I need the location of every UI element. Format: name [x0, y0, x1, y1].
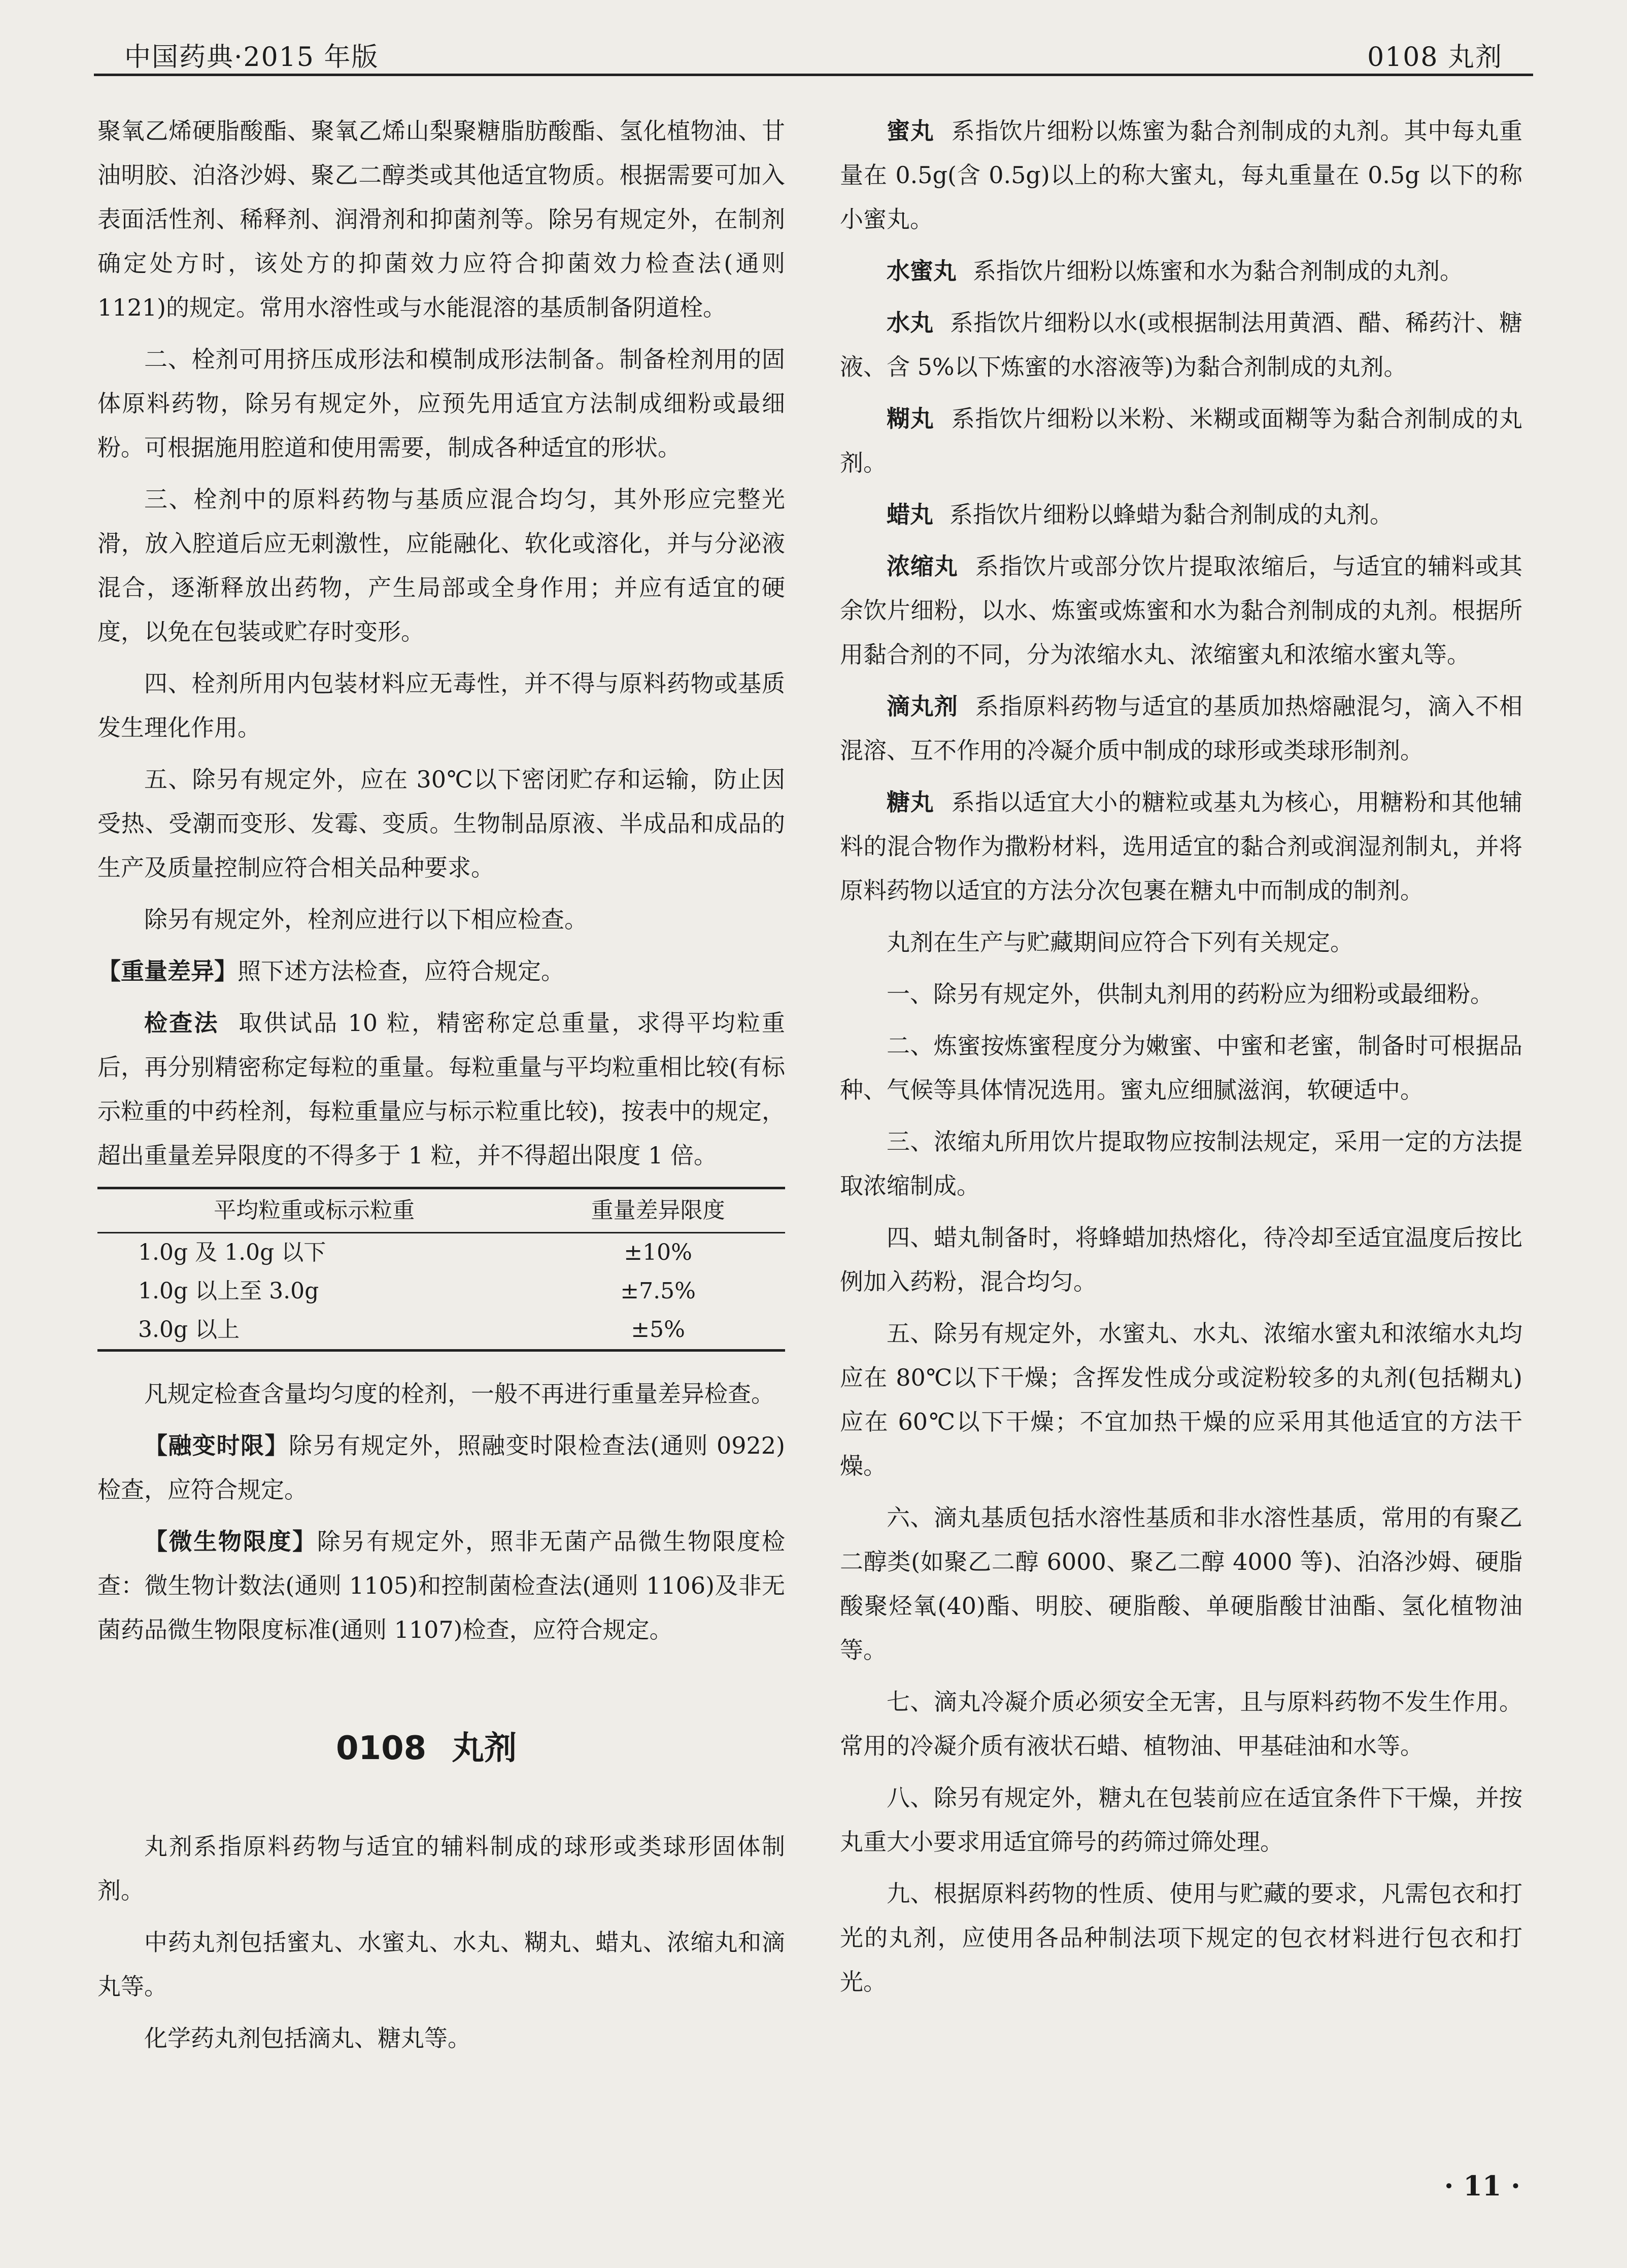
- table-cell: ±5%: [631, 1317, 685, 1343]
- book-title: 中国药典·2015 年版: [124, 42, 379, 73]
- section-header: 0108 丸剂: [1367, 42, 1503, 73]
- table-cell: 1.0g 以上至 3.0g: [138, 1278, 319, 1304]
- microbial-limit-label: 【微生物限度】: [144, 1528, 317, 1555]
- section-title: [336, 1728, 785, 1769]
- term-label: 糊丸: [887, 405, 934, 432]
- weight-variation-paragraph: 【重量差异】照下述方法检查，应符合规定。: [97, 957, 564, 985]
- paragraph: 二、栓剂可用挤压成形法和模制成形法制备。制备栓剂用的固体原料药物，除另有规定外，应预先用适宜方法制成细粉或最细粉。可根据施用腔道和使用需要，制成各种适宜的形状。: [97, 346, 785, 461]
- paragraph: 凡规定检查含量均匀度的栓剂，一般不再进行重量差异检查。: [144, 1380, 774, 1407]
- paragraph: 丸剂系指原料药物与适宜的辅料制成的球形或类球形固体制剂。: [97, 1833, 785, 1904]
- paragraph: 聚氧乙烯硬脂酸酯、聚氧乙烯山梨聚糖脂肪酸酯、氢化植物油、甘油明胶、泊洛沙姆、聚乙二醇类或其他适宜物质。根据需要可加入表面活性剂、稀释剂、润滑剂和抑菌剂等。除另有规定外，在制剂确定处方时，该处方的抑菌效力应符合抑菌效力检查法(通则 1121)的规定。常用水溶性或与水能混溶的基质制备阴道栓。: [97, 117, 785, 321]
- table-row: [97, 1233, 785, 1273]
- definition-water-pill: 水丸 系指饮片细粉以水(或根据制法用黄酒、醋、稀药汁、糖液、含 5%以下炼蜜的水溶液等)为黏合剂制成的丸剂。: [840, 309, 1523, 381]
- weight-variation-table: [97, 1187, 785, 1352]
- table-cell: ±10%: [624, 1240, 692, 1265]
- table-cell: 3.0g 以上: [138, 1317, 240, 1343]
- term-label: 水蜜丸: [887, 257, 957, 285]
- paragraph: 七、滴丸冷凝介质必须安全无害，且与原料药物不发生作用。常用的冷凝介质有液状石蜡、植物油、甲基硅油和水等。: [840, 1688, 1522, 1760]
- term-label: 浓缩丸: [887, 553, 958, 580]
- definition-paste-pill: 糊丸 系指饮片细粉以米粉、米糊或面糊等为黏合剂制成的丸剂。: [840, 405, 1523, 476]
- table-cell: 1.0g 及 1.0g 以下: [138, 1240, 326, 1265]
- paragraph: 一、除另有规定外，供制丸剂用的药粉应为细粉或最细粉。: [887, 980, 1494, 1008]
- paragraph: 三、浓缩丸所用饮片提取物应按制法规定，采用一定的方法提取浓缩制成。: [840, 1128, 1522, 1199]
- paragraph: 三、栓剂中的原料药物与基质应混合均匀，其外形应完整光滑，放入腔道后应无刺激性，应能融化、软化或溶化，并与分泌液混合，逐渐释放出药物，产生局部或全身作用；并应有适宜的硬度，以免在包装或贮存时变形。: [97, 486, 785, 645]
- paragraph: 四、蜡丸制备时，将蜂蜡加热熔化，待冷却至适宜温度后按比例加入药粉，混合均匀。: [840, 1224, 1522, 1295]
- term-label: 滴丸剂: [887, 693, 958, 720]
- definition-concentrated-pill: 浓缩丸 系指饮片或部分饮片提取浓缩后，与适宜的辅料或其余饮片细粉，以水、炼蜜或炼蜜和水为黏合剂制成的丸剂。根据所用黏合剂的不同，分为浓缩水丸、浓缩蜜丸和浓缩水蜜丸等。: [840, 553, 1523, 668]
- table-row: [97, 1311, 785, 1351]
- definition-wax-pill: 蜡丸 系指饮片细粉以蜂蜡为黏合剂制成的丸剂。: [887, 501, 1394, 528]
- paragraph: 六、滴丸基质包括水溶性基质和非水溶性基质，常用的有聚乙二醇类(如聚乙二醇 6000、聚乙二醇 4000 等)、泊洛沙姆、硬脂酸聚烃氧(40)酯、明胶、硬脂酸、单硬脂酸甘油酯、氢化植物油等。: [840, 1504, 1522, 1664]
- table-header: 重量差异限度: [531, 1188, 785, 1233]
- term-label: 蜡丸: [887, 501, 933, 528]
- definition-honey-pill: 蜜丸 系指饮片细粉以炼蜜为黏合剂制成的丸剂。其中每丸重量在 0.5g(含 0.5g)以上的称大蜜丸，每丸重量在 0.5g 以下的称小蜜丸。: [840, 117, 1523, 233]
- section-name: 丸剂: [452, 1730, 517, 1767]
- paragraph: 五、除另有规定外，水蜜丸、水丸、浓缩水蜜丸和浓缩水丸均应在 80℃以下干燥；含挥发性成分或淀粉较多的丸剂(包括糊丸)应在 60℃以下干燥；不宜加热干燥的应采用其他适宜的方法干燥。: [840, 1320, 1522, 1480]
- page-number: · 11 ·: [1444, 2170, 1520, 2202]
- section-code: 0108: [336, 1730, 427, 1767]
- paragraph: 九、根据原料药物的性质、使用与贮藏的要求，凡需包衣和打光的丸剂，应使用各品种制法项下规定的包衣材料进行包衣和打光。: [840, 1880, 1522, 1996]
- definition-sugar-pill: 糖丸 系指以适宜大小的糖粒或基丸为核心，用糖粉和其他辅料的混合物作为撒粉材料，选用适宜的黏合剂或润湿剂制丸，并将原料药物以适宜的方法分次包裹在糖丸中而制成的制剂。: [840, 788, 1523, 904]
- term-label: 蜜丸: [887, 117, 934, 145]
- test-method-paragraph: 检查法 取供试品 10 粒，精密称定总重量，求得平均粒重后，再分别精密称定每粒的重量。每粒重量与平均粒重相比较(有标示粒重的中药栓剂，每粒重量应与标示粒重比较)，按表中的规定，超出重量差异限度的不得多于 1 粒，并不得超出限度 1 倍。: [97, 1009, 786, 1169]
- weight-variation-label: 【重量差异】: [97, 957, 238, 985]
- term-label: 水丸: [887, 309, 934, 336]
- definition-water-honey-pill: 水蜜丸 系指饮片细粉以炼蜜和水为黏合剂制成的丸剂。: [887, 257, 1464, 285]
- paragraph: 除另有规定外，栓剂应进行以下相应检查。: [144, 906, 588, 933]
- microbial-limit-paragraph: 【微生物限度】除另有规定外，照非无菌产品微生物限度检查：微生物计数法(通则 1105)和控制菌检查法(通则 1106)及非无菌药品微生物限度标准(通则 1107)检查，应符合规定。: [97, 1528, 786, 1643]
- running-header: [94, 20, 1533, 76]
- definition-dripping-pill: 滴丸剂 系指原料药物与适宜的基质加热熔融混匀，滴入不相混溶、互不作用的冷凝介质中制成的球形或类球形制剂。: [840, 693, 1523, 764]
- table-row: [97, 1272, 785, 1311]
- table-header: 平均粒重或标示粒重: [97, 1188, 531, 1233]
- melting-time-label: 【融变时限】: [144, 1432, 289, 1459]
- table-cell: ±7.5%: [620, 1278, 696, 1304]
- test-method-label: 检查法: [144, 1009, 219, 1037]
- right-column: [840, 109, 1522, 2012]
- paragraph: 二、炼蜜按炼蜜程度分为嫩蜜、中蜜和老蜜，制备时可根据品种、气候等具体情况选用。蜜丸应细腻滋润，软硬适中。: [840, 1032, 1522, 1104]
- paragraph: 化学药丸剂包括滴丸、糖丸等。: [144, 2024, 471, 2052]
- melting-time-paragraph: 【融变时限】除另有规定外，照融变时限检查法(通则 0922)检查，应符合规定。: [97, 1432, 785, 1503]
- paragraph: 五、除另有规定外，应在 30℃以下密闭贮存和运输，防止因受热、受潮而变形、发霉、变质。生物制品原液、半成品和成品的生产及质量控制应符合相关品种要求。: [97, 766, 785, 881]
- paragraph: 丸剂在生产与贮藏期间应符合下列有关规定。: [887, 929, 1353, 956]
- paragraph: 中药丸剂包括蜜丸、水蜜丸、水丸、糊丸、蜡丸、浓缩丸和滴丸等。: [97, 1929, 785, 2000]
- left-column: [97, 109, 785, 2068]
- term-label: 糖丸: [887, 788, 934, 816]
- paragraph: 四、栓剂所用内包装材料应无毒性，并不得与原料药物或基质发生理化作用。: [97, 670, 785, 741]
- paragraph: 八、除另有规定外，糖丸在包装前应在适宜条件下干燥，并按丸重大小要求用适宜筛号的药筛过筛处理。: [840, 1784, 1522, 1855]
